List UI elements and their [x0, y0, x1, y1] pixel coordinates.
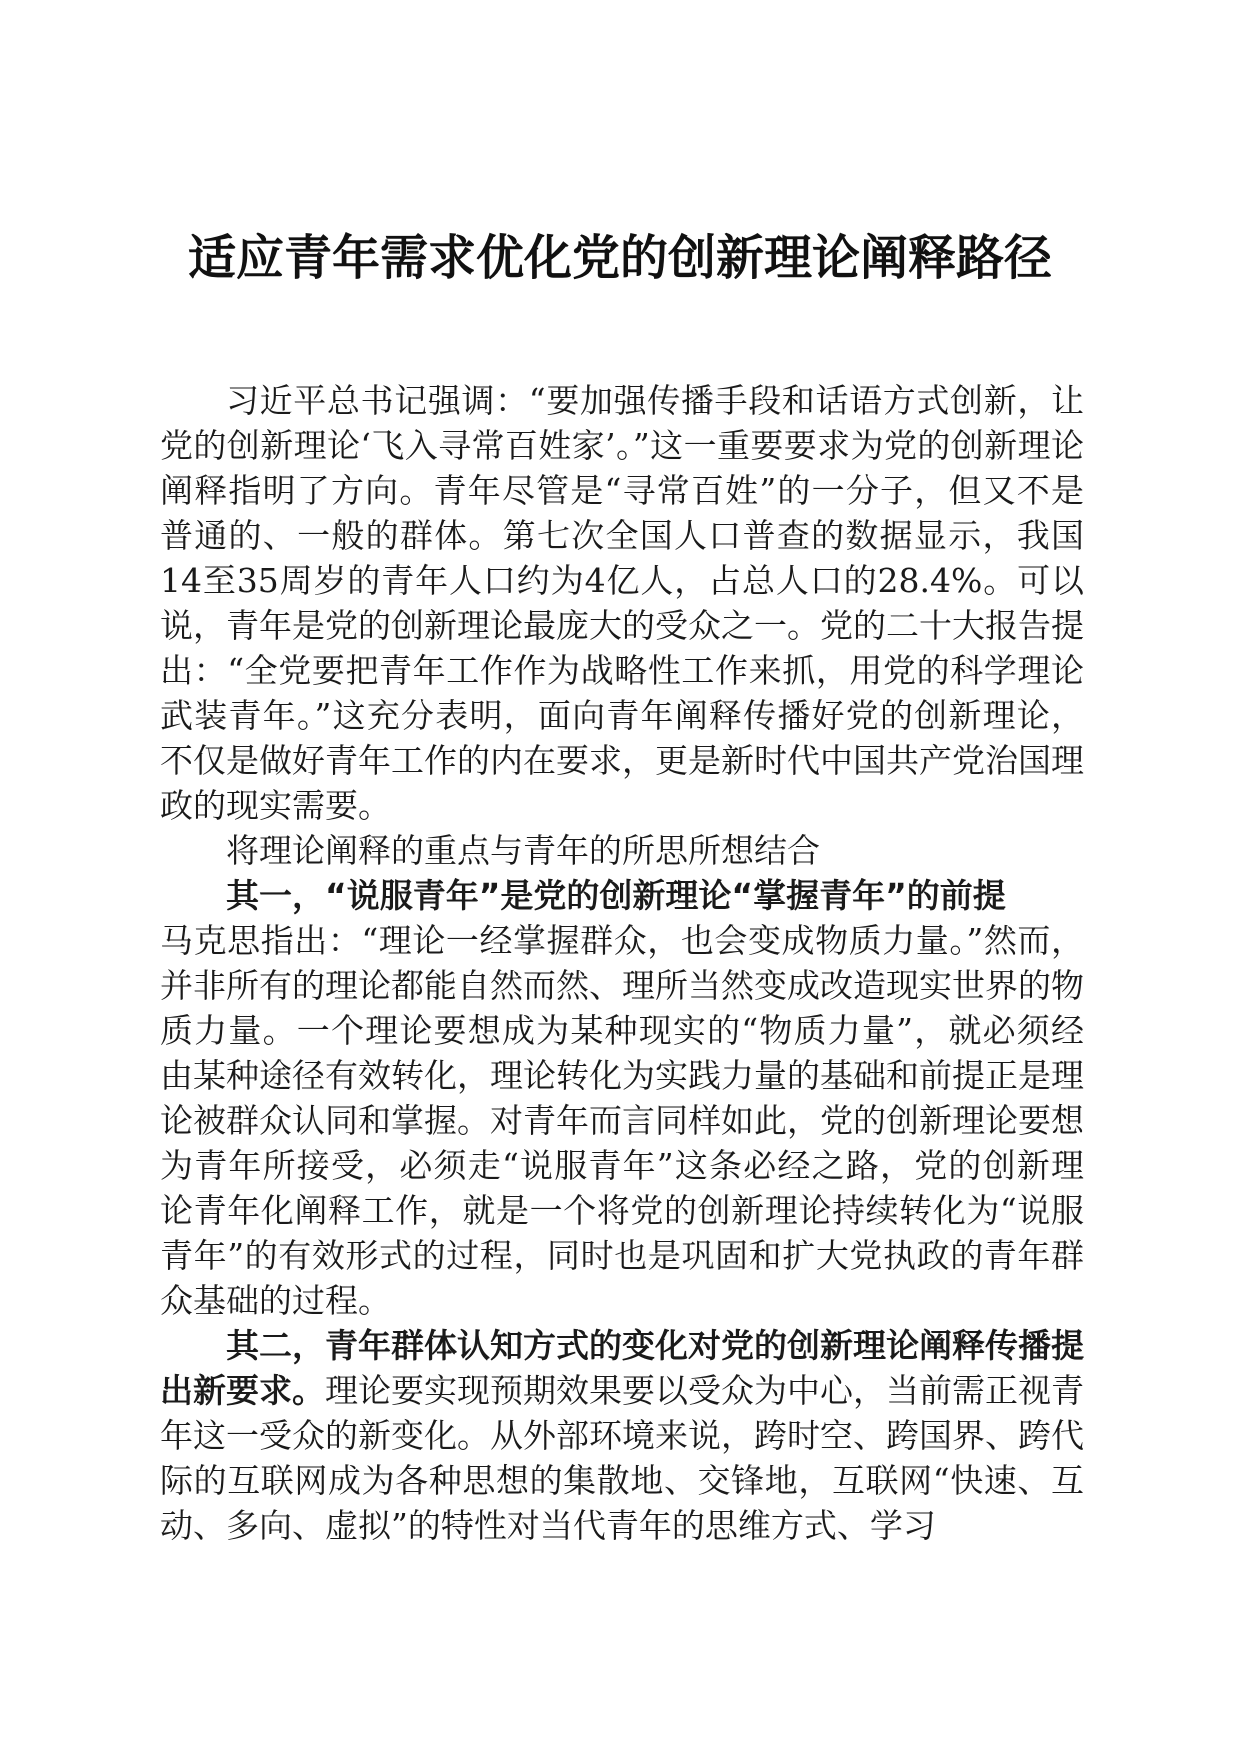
point-2-lead-text: 其二，青年群体认知方式的变化对党的创新理论阐释传播提出新要求。 — [160, 1326, 1084, 1410]
point-1-paragraph: 马克思指出：“理论一经掌握群众，也会变成物质力量。”然而，并非所有的理论都能自然而然、理所当然变成改造现实世界的物质力量。一个理论要想成为某种现实的“物质力量”，就必须经由某种途径有效转化，理论转化为实践力量的基础和前提正是理论被群众认同和掌握。对青年而言同样如此，党的创新理论要想为青年所接受，必须走“说服青年”这条必经之路，党的创新理论青年化阐释工作，就是一个将党的创新理论持续转化为“说服青年”的有效形式的过程，同时也是巩固和扩大党执政的青年群众基础的过程。 — [160, 921, 1084, 1320]
intro-paragraph: 习近平总书记强调：“要加强传播手段和话语方式创新，让党的创新理论‘飞入寻常百姓家’。”这一重要要求为党的创新理论阐释指明了方向。青年尽管是“寻常百姓”的一分子，但又不是普通的、一般的群体。第七次全国人口普查的数据显示，我国14至35周岁的青年人口约为4亿人，占总人口的28.4%。可以说，青年是党的创新理论最庞大的受众之一。党的二十大报告提出：“全党要把青年工作作为战略性工作来抓，用党的科学理论武装青年。”这充分表明，面向青年阐释传播好党的创新理论，不仅是做好青年工作的内在要求，更是新时代中国共产党治国理政的现实需要。 — [160, 381, 1084, 825]
point-2-body-text: 理论要实现预期效果要以受众为中心，当前需正视青年这一受众的新变化。从外部环境来说，跨时空、跨国界、跨代际的互联网成为各种思想的集散地、交锋地，互联网“快速、互动、多向、虚拟”的特性对当代青年的思维方式、学习 — [160, 1371, 1084, 1545]
document-body — [160, 378, 1084, 1548]
document-title: 适应青年需求优化党的创新理论阐释路径 — [187, 230, 1052, 286]
point-1-lead-text: 其一，“说服青年”是党的创新理论“掌握青年”的前提 — [226, 876, 1006, 915]
section-heading: 将理论阐释的重点与青年的所思所想结合 — [226, 831, 820, 870]
point-2-paragraph — [160, 1323, 1084, 1548]
point-1-lead — [160, 873, 1084, 918]
